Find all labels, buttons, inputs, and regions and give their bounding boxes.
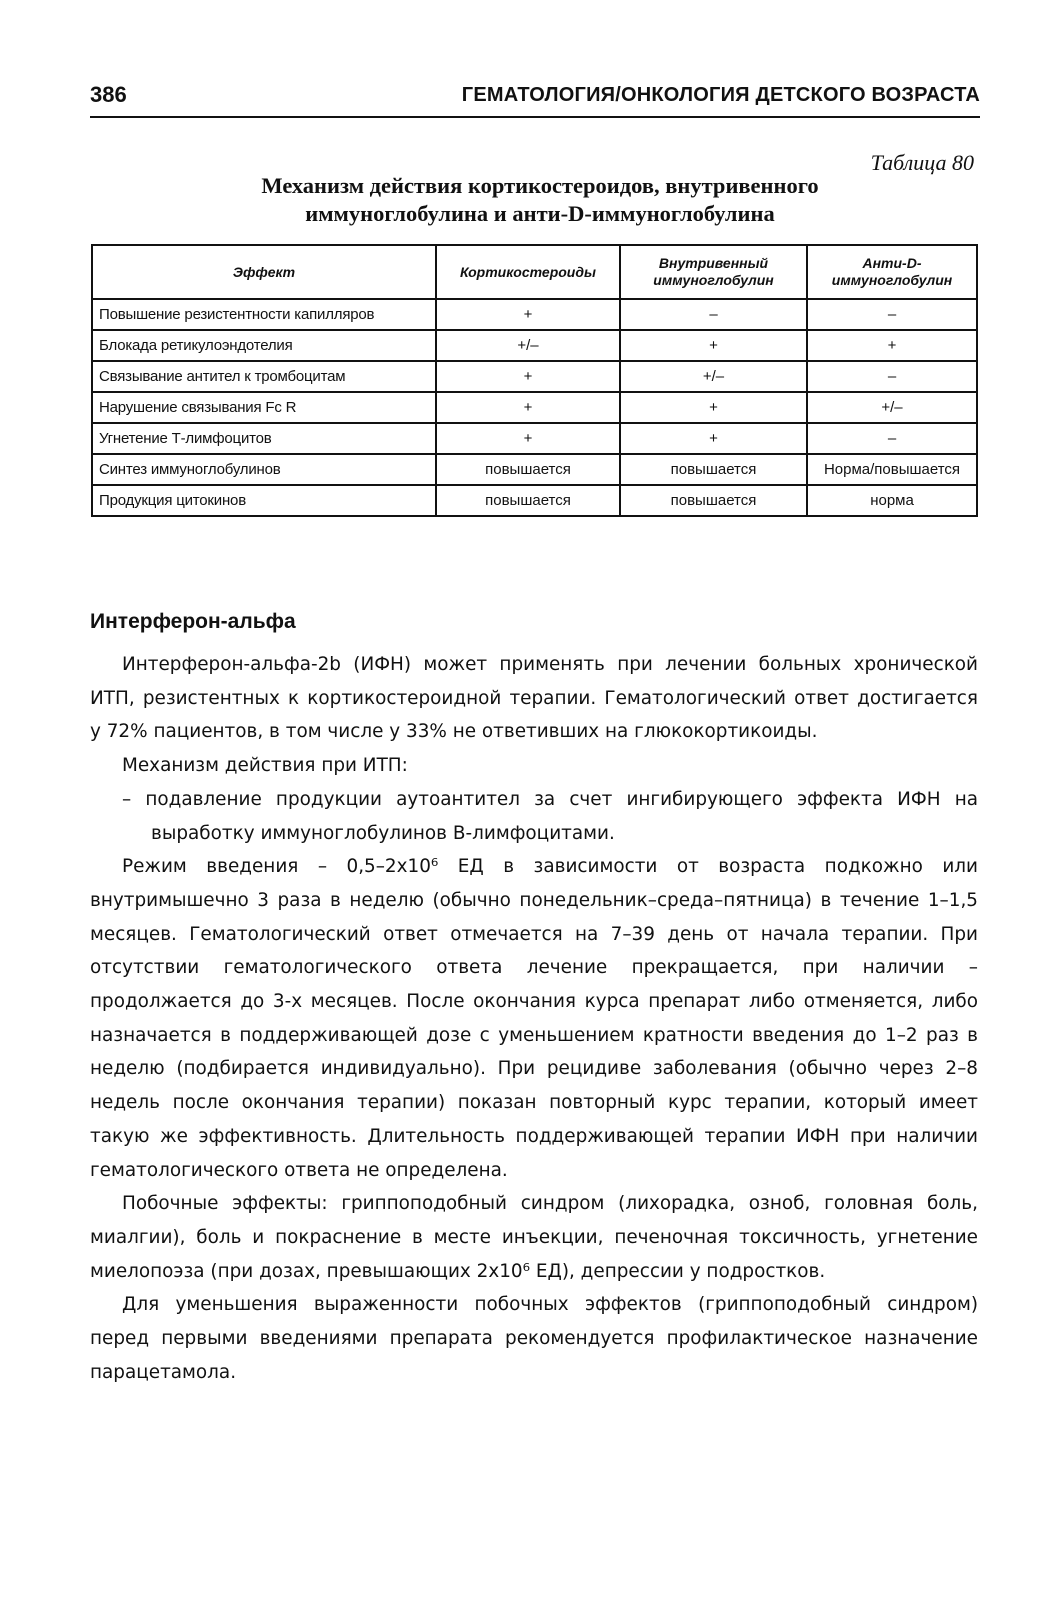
mechanism-table [91,244,978,517]
table-row [92,330,977,361]
cell-effect: Связывание антител к тромбоцитам [92,361,436,392]
paragraph: Режим введения – 0,5–2х10⁶ ЕД в зависимости от возраста подкожно или внутримышечно 3 раза в неделю (обычно понедельник–среда–пятница) в течение 1–1,5 месяцев. Гематологический ответ отмечается на 7–39 день от начала терапии. При отсутствии гематологического ответа лечение прекращается, при наличии – продолжается до 3-х месяцев. После окончания курса препарат либо отменяется, либо назначается в поддерживающей дозе с уменьшением кратности введения до 1–2 раз в неделю (подбирается индивидуально). При рецидиве заболевания (обычно через 2–8 недель после окончания терапии) показан повторный курс терапии, который имеет такую же эффективность. Длительность поддерживающей терапии ИФН при наличии гематологического ответа не определена. [90,856,978,1181]
cell-corticosteroids: + [436,299,620,330]
cell-ivig: повышается [620,485,807,516]
table-row [92,423,977,454]
table-label: Таблица 80 [870,150,974,175]
paragraph: Механизм действия при ИТП: [122,755,408,777]
cell-corticosteroids: + [436,392,620,423]
cell-corticosteroids: + [436,423,620,454]
table-row [92,361,977,392]
table-caption [150,172,930,228]
paragraph: Для уменьшения выраженности побочных эффектов (гриппоподобный синдром) перед первыми введениями препарата рекомендуется профилактическое назначение парацетамола. [90,1294,978,1383]
cell-ivig: + [620,392,807,423]
page-number: 386 [90,82,127,107]
cell-ivig: + [620,330,807,361]
cell-ivig: +/– [620,361,807,392]
table-caption-line-1: Механизм действия кортикостероидов, внутривенного [261,173,819,198]
column-header-ivig: Внутривенный иммуноглобулин [620,245,807,299]
cell-ivig: + [620,423,807,454]
section-heading: Интерферон-альфа [90,610,296,633]
cell-corticosteroids: + [436,361,620,392]
column-header-anti-d: Анти-D-иммуноглобулин [807,245,977,299]
running-header [90,82,980,118]
list-item: – подавление продукции аутоантител за счет ингибирующего эффекта ИФН на выработку иммуноглобулинов В-лимфоцитами. [122,788,978,844]
cell-anti-d: +/– [807,392,977,423]
cell-corticosteroids: +/– [436,330,620,361]
cell-corticosteroids: повышается [436,485,620,516]
cell-effect: Угнетение Т-лимфоцитов [92,423,436,454]
table-row [92,299,977,330]
column-header-corticosteroids: Кортикостероиды [436,245,620,299]
table-caption-line-2: иммуноглобулина и анти-D-иммуноглобулина [305,201,775,226]
cell-anti-d: норма [807,485,977,516]
column-header-effect: Эффект [92,245,436,299]
cell-ivig: – [620,299,807,330]
cell-anti-d: Норма/повышается [807,454,977,485]
cell-effect: Блокада ретикулоэндотелия [92,330,436,361]
cell-anti-d: – [807,423,977,454]
cell-corticosteroids: повышается [436,454,620,485]
table-header-row [92,245,977,299]
paragraph: Интерферон-альфа-2b (ИФН) может применять при лечении больных хронической ИТП, резистентных к кортикостероидной терапии. Гематологический ответ достигается у 72% пациентов, в том числе у 33% не ответивших на глюкокортикоиды. [90,654,978,743]
table-row [92,485,977,516]
cell-effect: Синтез иммуноглобулинов [92,454,436,485]
cell-effect: Продукция цитокинов [92,485,436,516]
cell-anti-d: – [807,361,977,392]
cell-effect: Повышение резистентности капилляров [92,299,436,330]
cell-effect: Нарушение связывания Fc R [92,392,436,423]
table-row [92,454,977,485]
running-title: ГЕМАТОЛОГИЯ/ОНКОЛОГИЯ ДЕТСКОГО ВОЗРАСТА [461,84,980,106]
body-text [90,648,978,1389]
cell-anti-d: + [807,330,977,361]
cell-ivig: повышается [620,454,807,485]
cell-anti-d: – [807,299,977,330]
table-row [92,392,977,423]
paragraph: Побочные эффекты: гриппоподобный синдром (лихорадка, озноб, головная боль, миалгии), боль и покраснение в месте инъекции, печеночная токсичность, угнетение миелопоэза (при дозах, превышающих 2х10⁶ ЕД), депрессии у подростков. [90,1193,978,1282]
